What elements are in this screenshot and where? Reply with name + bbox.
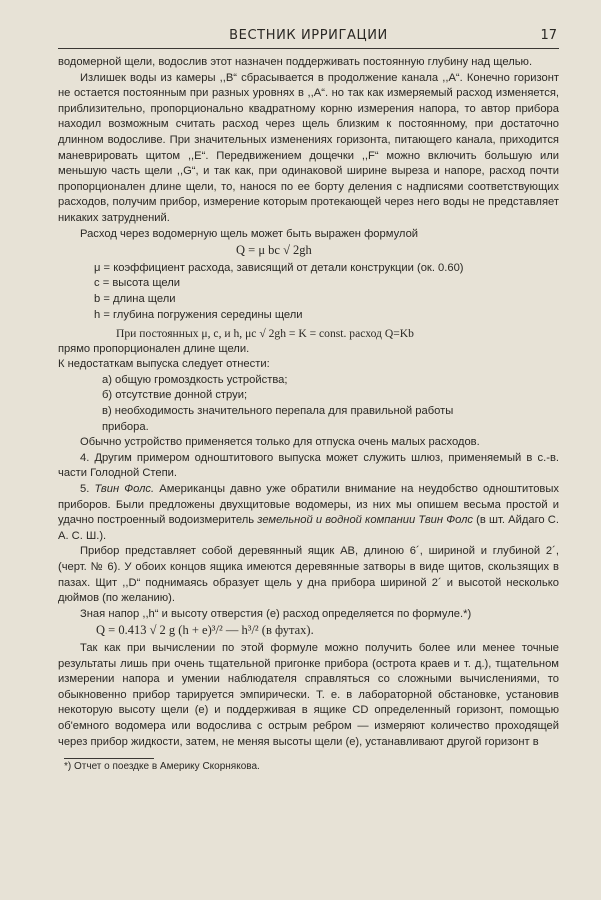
proportional-text: прямо пропорционален длине щели.	[58, 342, 250, 355]
drawback-item: в) необходимость значительного перепала для правильной работы	[102, 405, 454, 418]
definition-item: μ = коэффициент расхода, зависящий от детали конструкции (ок. 0.60)	[94, 261, 464, 274]
definition-item: h = глубина погружения середины щели	[94, 308, 303, 321]
section-text-end: (в шт. Айдаго С. А. С. Ш.).	[58, 514, 559, 542]
drawbacks-intro: К недостаткам выпуска следует отнести:	[58, 358, 270, 371]
paragraph-3: Расход через водомерную щель может быть выражен формулой	[80, 227, 419, 240]
drawbacks-list	[58, 373, 559, 435]
constant-condition: При постоянных μ, c, и h, μc √ 2gh = K = const. расход Q=Kb	[116, 327, 414, 341]
paragraph-twin-falls	[58, 482, 559, 544]
paragraph-usage: Обычно устройство применяется только для отпуска очень малых расходов.	[80, 436, 480, 449]
paragraph-sluice: 4. Другим примером одноштитового выпуска может служить шлюз, применяемый в с.-в. части Голодной Степи.	[58, 451, 559, 480]
paragraph-device: Прибор представляет собой деревянный ящик АВ, длиною 6´, шириной и глубиной 2´, (черт. № 6). У обоих концов ящика имеются деревянные затворы в виде щитов, скользящих в пазах. Щит ,,D“ поднимаясь образует щель у дна прибора шириной 2´ и высотой несколько дюймов (по желанию).	[58, 545, 559, 605]
drawback-item: а) общую громоздкость устройства;	[102, 373, 288, 386]
company-name: земельной и водной компании Твин Фолс	[257, 514, 473, 527]
drawback-item-continuation: прибора.	[102, 420, 149, 433]
paragraph-head-formula-intro: Зная напор ,,h“ и высоту отверстия (e) расход определяется по формуле.*)	[80, 607, 472, 620]
paragraph-2: Излишек воды из камеры ,,В“ сбрасывается в продолжение канала ,,А“. Конечно горизонт не остается постоянным при разных уровнях в ,,А“. но так как измеряемый расход изменяется, приблизительно, пропорционально квадратному корню измерения напора, то автор прибора находил возможным считать расход через щель близким к постоянному, при достаточно длинном водосливе. При значительных изменениях горизонта, питающего канала, приходится маневрировать щитом ,,Е“. Передвижением дощечки ,,F“ можно включить большую или меньшую часть щели ,,G“, и так как, при одинаковой ширине выреза и напоре, расход почти пропорционален длине щели, то, нанося по ее борту деления с надписями соответствующих расходов, получим прибор, измерение которым протекающей через него воды не представляет никаких затруднений.	[58, 71, 559, 224]
section-text: Американцы давно уже обратили внимание на неудобство одноштитовых приборов. Были предложены двухщитовые водомеры, из них мы опишем весьма простой и удачно построенный водоизмеритель	[58, 483, 559, 527]
section-title: Твин Фолс.	[94, 483, 155, 496]
paragraph-calibration: Так как при вычислении по этой формуле можно получить более или менее точные результаты лишь при очень тщательной пригонке прибора (острота краев и т. д.), тщательном измерении напора и умении наблюдателя справляться со сложными вычислениями, то обыкновенно прибор тарируется эмпирически. Т. е. в лабораторной обстановке, установив некоторую высоту щели (e) и поддерживая в ящике CD определенный горизонт, помощью об'емного водомера или водослива с острым ребром — измеряют количество проходящей через прибор жидкости, затем, не меняя высоты щели (e), устанавливают другой горизонт в	[58, 641, 559, 748]
section-number: 5.	[80, 483, 90, 496]
definitions-list	[58, 261, 559, 323]
formula-discharge: Q = μ bc √ 2gh	[236, 243, 312, 258]
formula-twin-falls: Q = 0.413 √ 2 g (h + e)³/² — h³/² (в футах).	[96, 623, 314, 638]
definition-item: b = длина щели	[94, 292, 176, 305]
article-body	[58, 55, 559, 750]
definition-item: c = высота щели	[94, 277, 181, 290]
page-number: 17	[540, 28, 557, 43]
drawback-item: б) отсутствие донной струи;	[102, 389, 248, 402]
paragraph-1: водомерной щели, водослив этот назначен поддерживать постоянную глубину над щелью.	[58, 56, 533, 68]
footnote: *) Отчет о поездке в Америку Скорнякова.	[64, 761, 260, 773]
footnote-rule	[64, 758, 154, 759]
journal-title: ВЕСТНИК ИРРИГАЦИИ	[229, 28, 388, 43]
running-header	[58, 26, 559, 49]
